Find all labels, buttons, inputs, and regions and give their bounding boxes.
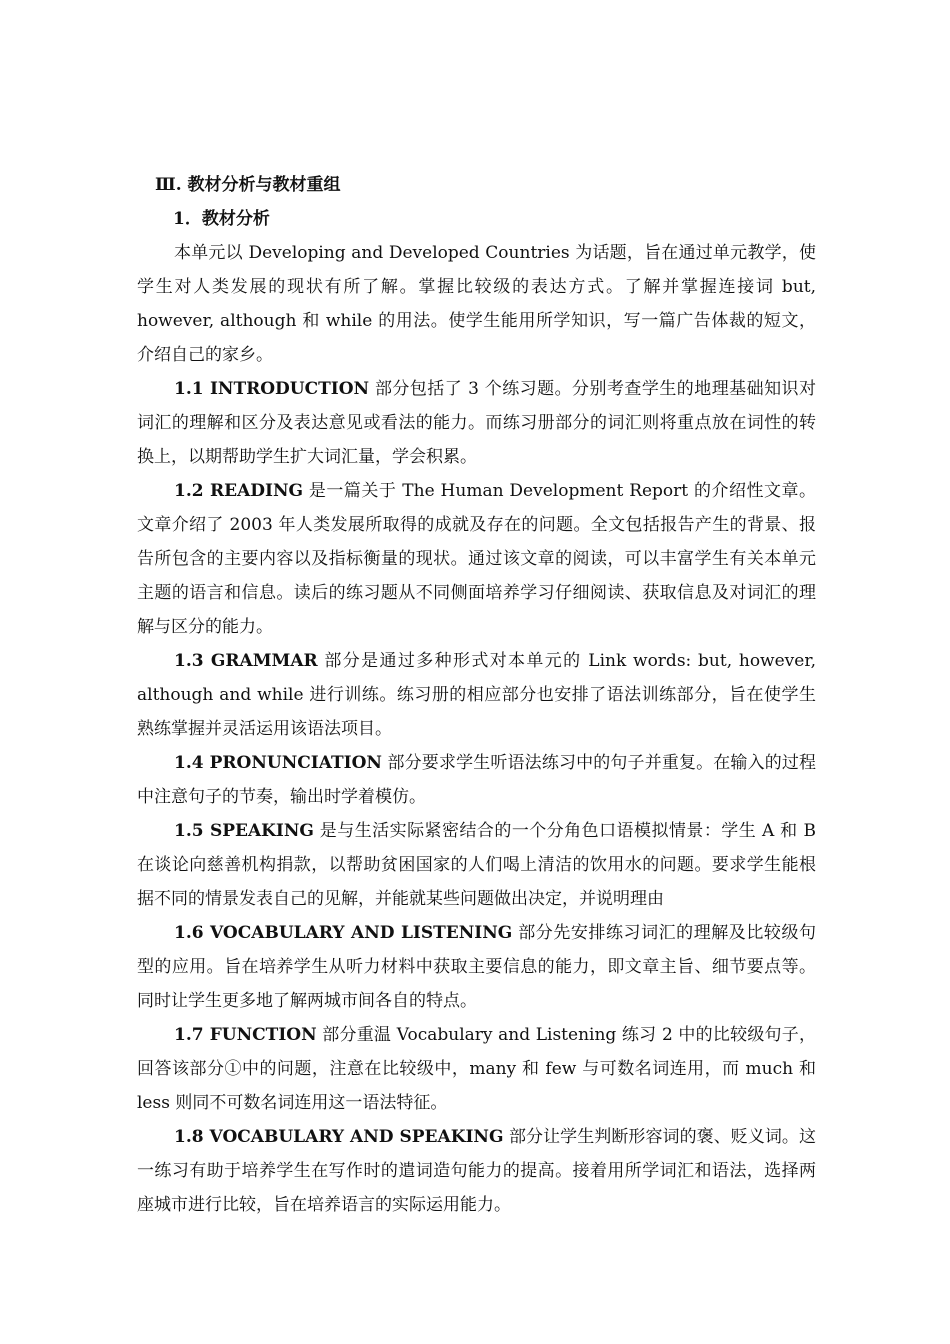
paragraph-pronunciation <box>137 746 816 814</box>
paragraph-text: 部分是通过多种形式对本单元的 Link words: but, however, although and while 进行训练。练习册的相应部分也安排了语法训练部分，旨在使学生熟练掌握并灵活运用该语法项目。 <box>137 651 816 739</box>
paragraph-label: 1.2 READING <box>174 481 304 501</box>
paragraph-label: 1.3 GRAMMAR <box>174 651 318 671</box>
paragraph-text: 部分先安排练习词汇的理解及比较级句型的应用。旨在培养学生从听力材料中获取主要信息的能力，即文章主旨、细节要点等。同时让学生更多地了解两城市间各自的特点。 <box>137 923 816 1011</box>
paragraph-speaking <box>137 814 816 916</box>
paragraph-grammar <box>137 644 816 746</box>
paragraph-text: 部分要求学生听语法练习中的句子并重复。在输入的过程中注意句子的节奏，输出时学着模仿。 <box>137 753 817 807</box>
paragraph-text: 部分重温 Vocabulary and Listening 练习 2 中的比较级句子，回答该部分①中的问题，注意在比较级中，many 和 few 与可数名词连用，而 much 和 less 则同不可数名词连用这一语法特征。 <box>137 1025 816 1113</box>
paragraph-text: 部分包括了 3 个练习题。分别考查学生的地理基础知识对词汇的理解和区分及表达意见或看法的能力。而练习册部分的词汇则将重点放在词性的转换上，以期帮助学生扩大词汇量，学会积累。 <box>137 379 816 467</box>
intro-paragraph: 本单元以 Developing and Developed Countries 为话题，旨在通过单元教学，使学生对人类发展的现状有所了解。掌握比较级的表达方式。了解并掌握连接词 but, however, although 和 while 的用法。使学生能用所学知识，写一篇广告体裁的短文，介绍自己的家乡。 <box>137 243 816 365</box>
paragraph-introduction <box>137 372 816 474</box>
paragraph-vocabulary-speaking <box>137 1120 816 1222</box>
paragraph-text: 部分让学生判断形容词的褒、贬义词。这一练习有助于培养学生在写作时的遣词造句能力的提高。接着用所学词汇和语法，选择两座城市进行比较，旨在培养语言的实际运用能力。 <box>137 1127 816 1215</box>
paragraph-label: 1.7 FUNCTION <box>174 1025 317 1045</box>
paragraph-reading <box>137 474 816 644</box>
paragraph-vocabulary-listening <box>137 916 816 1018</box>
paragraph-text: 是与生活实际紧密结合的一个分角色口语模拟情景：学生 A 和 B 在谈论向慈善机构捐款，以帮助贫困国家的人们喝上清洁的饮用水的问题。要求学生能根据不同的情景发表自己的见解，并能就某些问题做出决定，并说明理由 <box>137 821 816 909</box>
paragraph-label: 1.6 VOCABULARY AND LISTENING <box>174 923 513 943</box>
subsection-title: 1．教材分析 <box>173 209 270 229</box>
paragraph-label: 1.4 PRONUNCIATION <box>174 753 382 773</box>
document-body <box>137 168 816 1222</box>
paragraph-function <box>137 1018 816 1120</box>
paragraph-label: 1.1 INTRODUCTION <box>174 379 370 399</box>
paragraph-label: 1.8 VOCABULARY AND SPEAKING <box>174 1127 504 1147</box>
section-title: Ⅲ. 教材分析与教材重组 <box>155 175 341 195</box>
paragraph-label: 1.5 SPEAKING <box>174 821 314 841</box>
paragraph-text: 是一篇关于 The Human Development Report 的介绍性文章。文章介绍了 2003 年人类发展所取得的成就及存在的问题。全文包括报告产生的背景、报告所包含的主要内容以及指标衡量的现状。通过该文章的阅读，可以丰富学生有关本单元主题的语言和信息。读后的练习题从不同侧面培养学习仔细阅读、获取信息及对词汇的理解与区分的能力。 <box>137 481 816 637</box>
